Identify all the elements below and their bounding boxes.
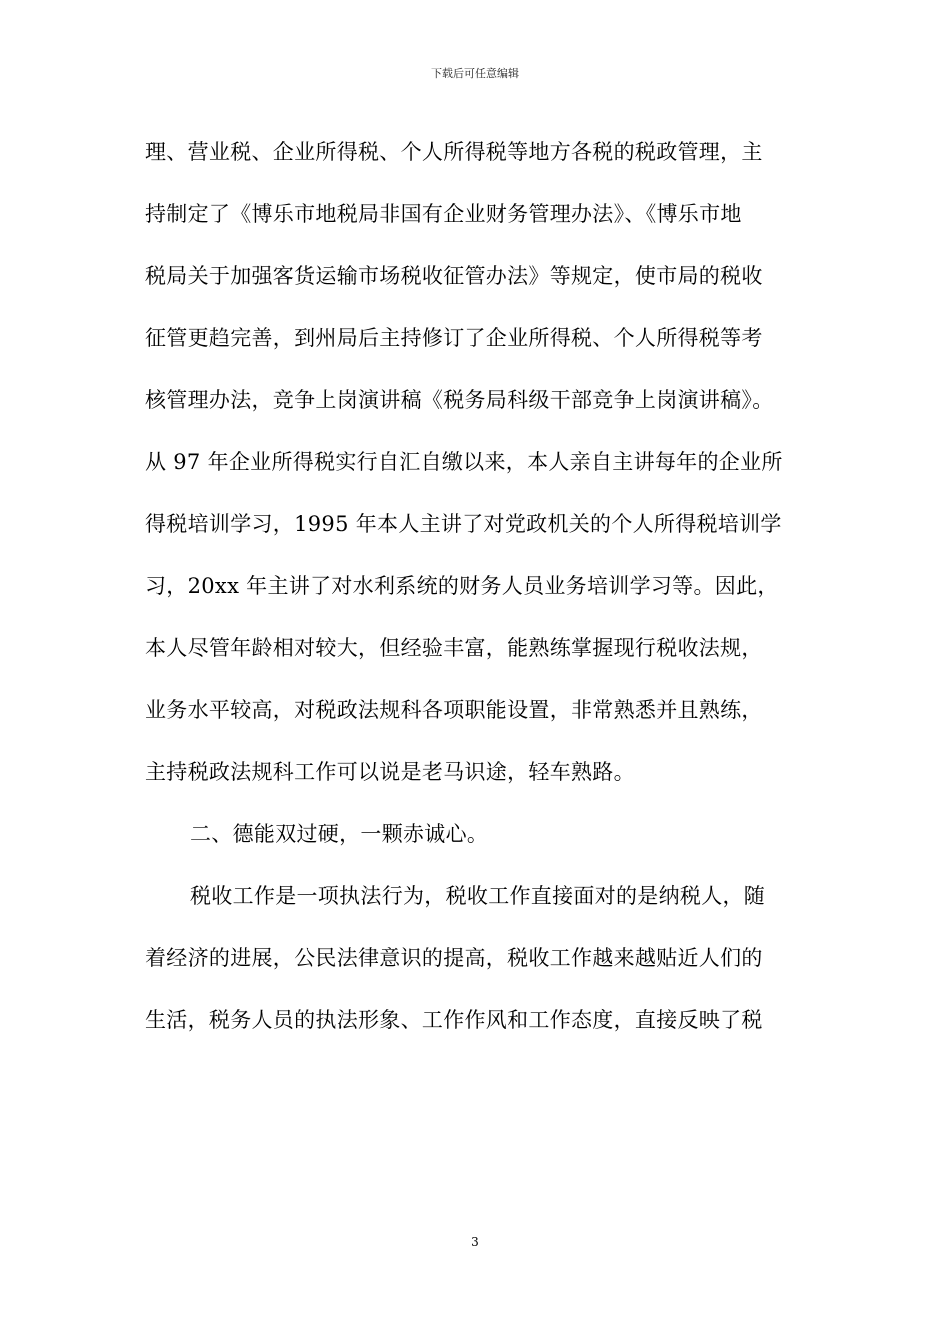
body-line: 得税培训学习，1995 年本人主讲了对党政机关的个人所得税培训学 (145, 512, 782, 536)
body-line: 本人尽管年龄相对较大，但经验丰富，能熟练掌握现行税收法规， (145, 636, 763, 660)
section-heading: 二、德能双过硬，一颗赤诚心。 (190, 822, 489, 846)
body-line: 核管理办法，竞争上岗演讲稿《税务局科级干部竞争上岗演讲稿》。 (145, 388, 774, 412)
page-header: 下载后可任意编辑 (431, 67, 519, 80)
body-line: 税局关于加强客货运输市场税收征管办法》等规定，使市局的税收 (145, 264, 763, 288)
body-line: 持制定了《博乐市地税局非国有企业财务管理办法》、《博乐市地 (145, 202, 742, 226)
body-line: 主持税政法规科工作可以说是老马识途，轻车熟路。 (145, 760, 635, 784)
body-line: 生活，税务人员的执法形象、工作作风和工作态度，直接反映了税 (145, 1008, 763, 1032)
body-line: 着经济的进展，公民法律意识的提高，税收工作越来越贴近人们的 (145, 946, 763, 970)
paragraph-start-line: 税收工作是一项执法行为，税收工作直接面对的是纳税人，随 (190, 884, 766, 908)
body-line: 从 97 年企业所得税实行自汇自缴以来，本人亲自主讲每年的企业所 (145, 450, 783, 474)
body-line: 征管更趋完善，到州局后主持修订了企业所得税、个人所得税等考 (145, 326, 763, 350)
body-line: 理、营业税、企业所得税、个人所得税等地方各税的税政管理，主 (145, 140, 763, 164)
document-body (145, 130, 835, 1060)
body-line: 习，20xx 年主讲了对水利系统的财务人员业务培训学习等。因此， (145, 574, 779, 598)
body-line: 业务水平较高，对税政法规科各项职能设置，非常熟悉并且熟练， (145, 698, 763, 722)
page-number: 3 (471, 1235, 479, 1249)
